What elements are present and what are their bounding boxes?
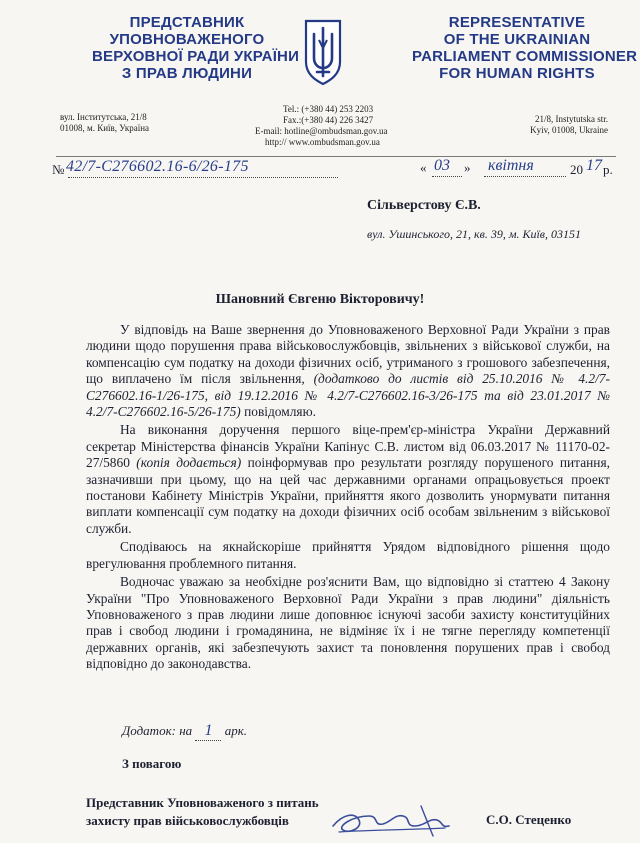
email-link[interactable]: E-mail: hotline@ombudsman.gov.ua: [255, 126, 388, 136]
handwritten-number: 42/7-С276602.16-6/26-175: [66, 158, 249, 175]
signer-title-line: захисту прав військовослужбовців: [86, 813, 289, 828]
en-title-line: REPRESENTATIVE: [448, 14, 586, 31]
address-ua: [60, 112, 149, 134]
dotted-underline: [484, 176, 566, 177]
letterhead-ua-title: [92, 14, 300, 82]
date-day: 03: [434, 157, 450, 174]
signer-title: [86, 794, 366, 830]
trident-emblem-icon: [303, 18, 343, 86]
dotted-underline: [432, 176, 462, 177]
attachment-note: [122, 722, 247, 741]
attachment-label: Додаток: на: [122, 723, 193, 738]
address-ua-line: 01008, м. Київ, Україна: [60, 123, 150, 133]
date-year: 17: [586, 157, 602, 174]
signer-name: С.О. Стеценко: [486, 812, 572, 827]
letter-body: [86, 322, 610, 673]
fax-line: Fax.:(+380 44) 226 3427: [283, 115, 374, 125]
address-en-line: 21/8, Instytutska str.: [534, 114, 608, 124]
paragraph-text: На виконання доручення першого віце-прем'єр-міністра України Державний секретар Міністерства фінансів України Капінус С.В. листом від 06.03.2017 № 11170-02-27/5860: [86, 422, 610, 471]
attachment-unit: арк.: [224, 723, 248, 738]
en-title-line: PARLIAMENT COMMISSIONER: [412, 48, 638, 65]
ua-title-line: ВЕРХОВНОЇ РАДИ УКРАЇНИ: [92, 48, 300, 65]
ua-title-line: ПРЕДСТАВНИК: [129, 14, 245, 31]
paragraph-text: поінформував про результати розгляду порушеного питання, зазначивши при цьому, що на цей час державними органами опрацьовується проект постанови Кабінету Міністрів України, прийняття якого дозволить унормувати питання виплати компенсації сум податку на доходи фізичних осіб особам звільненим з військової служби.: [86, 455, 610, 536]
recipient-name: Сільверстову Є.В.: [367, 198, 481, 213]
paragraph-text: повідомляю.: [244, 404, 316, 420]
signature-icon: [325, 796, 465, 842]
phone-line: Tel.: (+380 44) 253 2203: [283, 104, 374, 114]
regards: З повагою: [122, 756, 182, 771]
paragraph-3: Сподіваюсь на якнайскоріше прийняття Урядом відповідного рішення щодо врегулювання проблемного питання.: [86, 539, 610, 571]
salutation: Шановний Євгеню Вікторовичу!: [215, 292, 425, 307]
paragraph-1: [86, 322, 610, 420]
website-link[interactable]: http:// www.ombudsman.gov.ua: [265, 137, 380, 147]
en-title-line: OF THE UKRAINIAN: [443, 31, 591, 48]
number-sign: №: [52, 162, 65, 177]
address-ua-line: вул. Інститутська, 21/8: [60, 112, 147, 122]
date-suffix: р.: [603, 162, 613, 177]
en-title-line: FOR HUMAN RIGHTS: [439, 65, 595, 82]
ua-title-line: УПОВНОВАЖЕНОГО: [109, 31, 265, 48]
address-en-line: Kyiv, 01008, Ukraine: [530, 125, 608, 135]
paragraph-text: У відповідь на Ваше звернення до Уповноваженого Верховної Ради України з прав людини щодо порушення права військовослужбовців, звільнених з військової служби, на компенсацію сум податку на доходи фізичних осіб, утриманого з грошового забезпечення, що виплачено їм після звільнення,: [86, 322, 610, 387]
registration-date: [420, 157, 630, 182]
recipient-address: вул. Ушинського, 21, кв. 39, м. Київ, 03151: [367, 227, 581, 241]
date-century: 20: [570, 162, 583, 177]
attachment-count: 1: [195, 722, 221, 741]
paragraph-2: [86, 422, 610, 537]
signer-title-line: Представник Уповноваженого з питань: [86, 795, 319, 810]
contacts-block: [255, 104, 415, 148]
paragraph-reference: (додатково до листів від 25.10.2016 № 4.2/7-С276602.16-1/26-175, від 19.12.2016 № 4.2/7-С276602.16-3/26-175 та від 23.01.2017 № 4.2/7-С276602.16-5/26-175): [86, 371, 610, 420]
letterhead-en-title: [412, 14, 638, 82]
ua-title-line: З ПРАВ ЛЮДИНИ: [121, 65, 253, 82]
paragraph-reference: (копія додається): [136, 455, 242, 471]
date-month: квітня: [488, 157, 534, 174]
quote-close: »: [464, 160, 471, 175]
quote-open: «: [420, 160, 427, 175]
address-en: [488, 114, 608, 136]
dotted-underline: [68, 177, 338, 178]
paragraph-4: Водночас уважаю за необхідне роз'яснити Вам, що відповідно зі статтею 4 Закону України "Про Уповноваженого Верховної Ради України з прав людини" діяльність Уповноваженого з прав людини лише доповнює існуючі засоби захисту конституційних прав і свобод людини і громадянина, не відміняє їх і не тягне перегляду компетенції державних органів, які забезпечують захист та поновлення порушених прав і свобод відповідно до законодавства.: [86, 574, 610, 672]
